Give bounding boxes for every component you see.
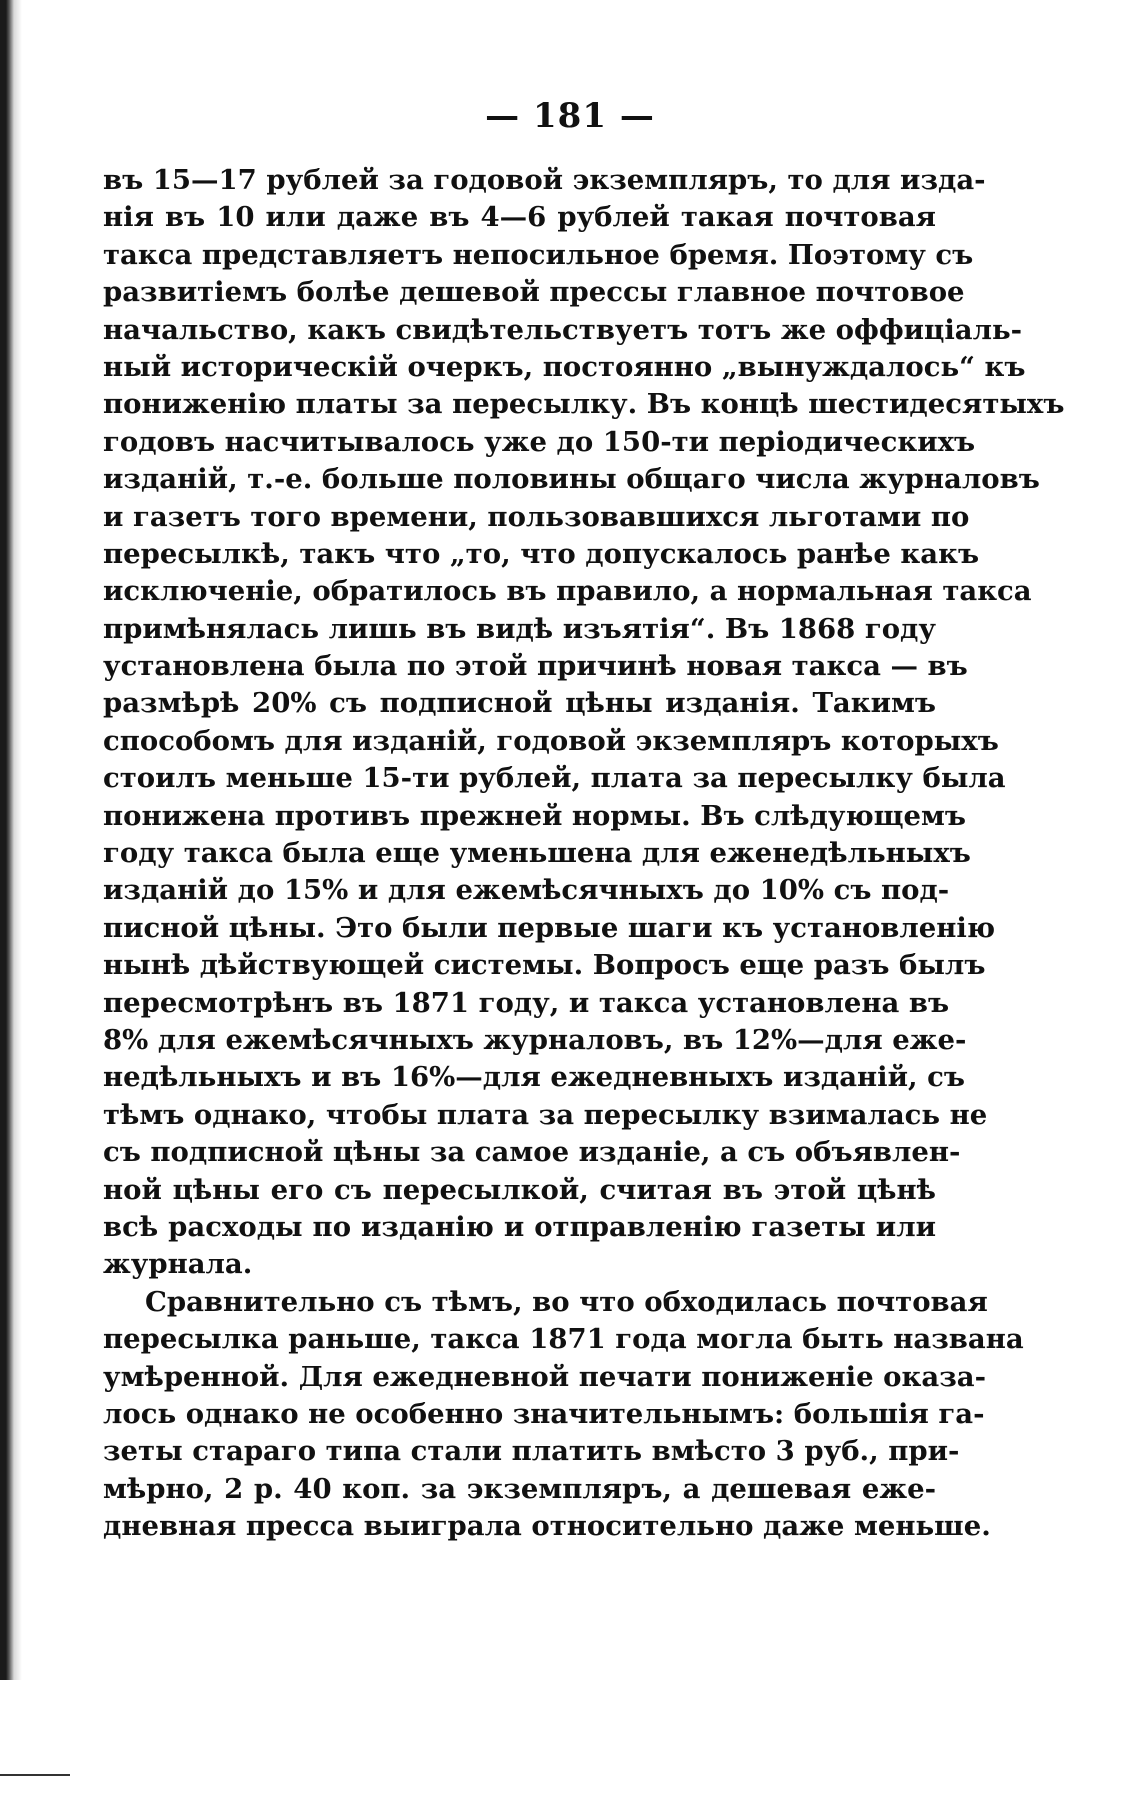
scan-bottom-mark bbox=[0, 1774, 70, 1779]
text-line: стоилъ меньше 15-ти рублей, плата за пересылку была bbox=[103, 762, 1006, 795]
text-line: 8% для ежемѣсячныхъ журналовъ, въ 12%—для еже- bbox=[103, 1023, 967, 1056]
text-line: лось однако не особенно значительнымъ: большія га- bbox=[103, 1397, 985, 1430]
text-line: пониженію платы за пересылку. Въ концѣ шестидесятыхъ bbox=[103, 388, 1065, 421]
text-line: году такса была еще уменьшена для еженедѣльныхъ bbox=[103, 837, 971, 870]
text-line: ный историческій очеркъ, постоянно „вынуждалось“ къ bbox=[103, 350, 1026, 383]
text-line: писной цѣны. Это были первые шаги къ установленію bbox=[103, 911, 996, 944]
text-line: журнала. bbox=[103, 1248, 253, 1281]
text-line: пересмотрѣнъ въ 1871 году, и такса установлена въ bbox=[103, 986, 950, 1019]
text-line: пересылка раньше, такса 1871 года могла быть названа bbox=[103, 1323, 1024, 1356]
text-line: исключеніе, обратилось въ правило, а нормальная такса bbox=[103, 575, 1032, 608]
paragraph bbox=[103, 1284, 1024, 1546]
text-line: съ подписной цѣны за самое изданіе, а съ объявлен- bbox=[103, 1136, 961, 1169]
text-line: зеты стараго типа стали платить вмѣсто 3 руб., при- bbox=[103, 1435, 960, 1468]
page-number: — 181 — bbox=[485, 96, 655, 136]
text-line: пересылкѣ, такъ что „то, что допускалось ранѣе какъ bbox=[103, 537, 980, 570]
text-line: начальство, какъ свидѣтельствуетъ тотъ же оффиціаль- bbox=[103, 313, 1023, 346]
text-line: всѣ расходы по изданію и отправленію газеты или bbox=[103, 1210, 936, 1243]
text-line: дневная пресса выиграла относительно даже меньше. bbox=[103, 1510, 991, 1543]
text-line: ной цѣны его съ пересылкой, считая въ этой цѣнѣ bbox=[103, 1173, 936, 1206]
text-line: развитіемъ болѣе дешевой прессы главное почтовое bbox=[103, 276, 965, 309]
text-line: способомъ для изданій, годовой экземпляръ которыхъ bbox=[103, 724, 999, 757]
text-line: тѣмъ однако, чтобы плата за пересылку взималась не bbox=[103, 1098, 988, 1131]
body-text bbox=[103, 162, 1065, 1545]
text-line: въ 15—17 рублей за годовой экземпляръ, то для изда- bbox=[103, 164, 986, 196]
text-line: понижена противъ прежней нормы. Въ слѣдующемъ bbox=[103, 799, 966, 832]
text-line: Сравнительно съ тѣмъ, во что обходилась почтовая bbox=[145, 1285, 988, 1318]
text-line: и газетъ того времени, пользовавшихся льготами по bbox=[103, 500, 970, 533]
text-line: годовъ насчитывалось уже до 150-ти періодическихъ bbox=[103, 425, 976, 458]
paragraph bbox=[103, 162, 1065, 1284]
text-line: примѣнялась лишь въ видѣ изъятія“. Въ 1868 году bbox=[103, 612, 936, 645]
text-line: нія въ 10 или даже въ 4—6 рублей такая почтовая bbox=[103, 201, 936, 234]
scan-binding-edge bbox=[0, 0, 22, 1680]
text-line: такса представляетъ непосильное бремя. Поэтому съ bbox=[103, 238, 974, 271]
text-line: изданій до 15% и для ежемѣсячныхъ до 10% съ под- bbox=[103, 874, 950, 907]
text-line: недѣльныхъ и въ 16%—для ежедневныхъ изданій, съ bbox=[103, 1061, 965, 1094]
text-line: изданій, т.-е. больше половины общаго числа журналовъ bbox=[103, 463, 1040, 496]
text-line: размѣрѣ 20% съ подписной цѣны изданія. Такимъ bbox=[103, 687, 936, 720]
text-line: мѣрно, 2 р. 40 коп. за экземпляръ, а дешевая еже- bbox=[103, 1472, 936, 1505]
text-line: нынѣ дѣйствующей системы. Вопросъ еще разъ былъ bbox=[103, 949, 986, 982]
text-line: установлена была по этой причинѣ новая такса — въ bbox=[103, 650, 968, 683]
text-line: умѣренной. Для ежедневной печати пониженіе оказа- bbox=[103, 1360, 986, 1393]
